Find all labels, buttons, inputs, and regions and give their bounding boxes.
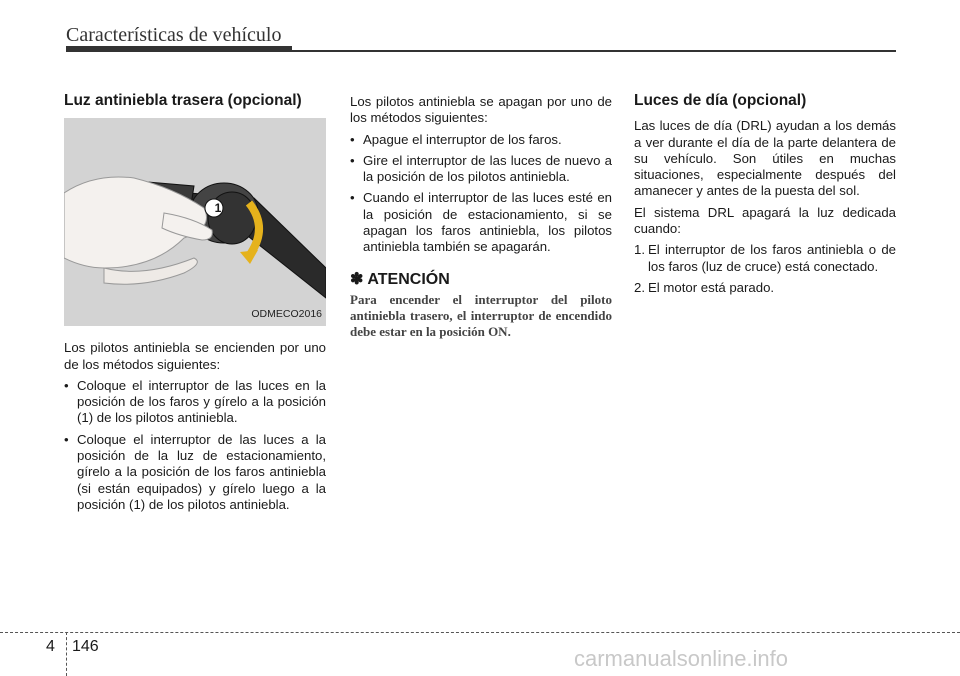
list-item: 1. El interruptor de los faros antiniebla o de los faros (luz de cruce) está conectado. [634, 242, 896, 275]
attention-title: ATENCIÓN [367, 270, 450, 288]
section-number: 4 [46, 638, 55, 655]
list-item: • Gire el interruptor de las luces de nuevo a la posición de los pilotos antiniebla. [350, 153, 612, 186]
list-item: • Coloque el interruptor de las luces a la posición de la luz de estacionamiento, gírelo a la posición de los faros antiniebla (si están equipados) y gírelo luego a la posición (1) de los pilotos antiniebla. [64, 432, 326, 513]
column-middle [350, 94, 612, 340]
page-number: 146 [72, 638, 99, 655]
figure-code: ODMECO2016 [251, 308, 322, 320]
attention-heading [350, 272, 612, 288]
watermark: carmanualsonline.info [574, 646, 789, 671]
footer-divider [66, 632, 67, 676]
list-item: 2. El motor está parado. [634, 280, 896, 296]
figure-light-switch [64, 118, 326, 326]
paragraph-off-methods: Los pilotos antiniebla se apagan por uno de los métodos siguientes: [350, 94, 612, 126]
column-right [634, 93, 896, 301]
column-left [64, 93, 326, 518]
light-switch-illustration [64, 118, 326, 326]
section-heading-drl: Luces de día (opcional) [634, 92, 807, 109]
list-item: • Coloque el interruptor de las luces en la posición de los faros y gírelo a la posición (1) de los pilotos antiniebla. [64, 378, 326, 427]
attention-text: Para encender el interruptor del piloto antiniebla trasero, el interruptor de encendido debe estar en la posición ON. [350, 291, 612, 339]
asterisk-icon: ✽ [350, 270, 364, 288]
list-drl-conditions [634, 242, 896, 296]
paragraph-on-methods: Los pilotos antiniebla se encienden por uno de los métodos siguientes: [64, 340, 326, 372]
figure-badge: 1 [214, 201, 222, 216]
footer-rule [0, 632, 960, 633]
list-item: • Apague el interruptor de los faros. [350, 132, 612, 148]
list-on-methods [64, 378, 326, 513]
paragraph-drl-intro: Las luces de día (DRL) ayudan a los demás a ver durante el día de la parte delantera de su vehículo. Son útiles en muchas situaciones, especialmente después del amanecer y antes de la puesta del sol. [634, 118, 896, 199]
header-title: Características de vehículo [66, 24, 282, 46]
paragraph-drl-off: El sistema DRL apagará la luz dedicada cuando: [634, 204, 896, 237]
list-off-methods [350, 132, 612, 256]
section-heading-rear-fog: Luz antiniebla trasera (opcional) [64, 92, 302, 109]
list-item: • Cuando el interruptor de las luces esté en la posición de estacionamiento, si se apagan los faros antiniebla, los pilotos antiniebla también se apagarán. [350, 190, 612, 255]
header-rule [66, 50, 896, 52]
